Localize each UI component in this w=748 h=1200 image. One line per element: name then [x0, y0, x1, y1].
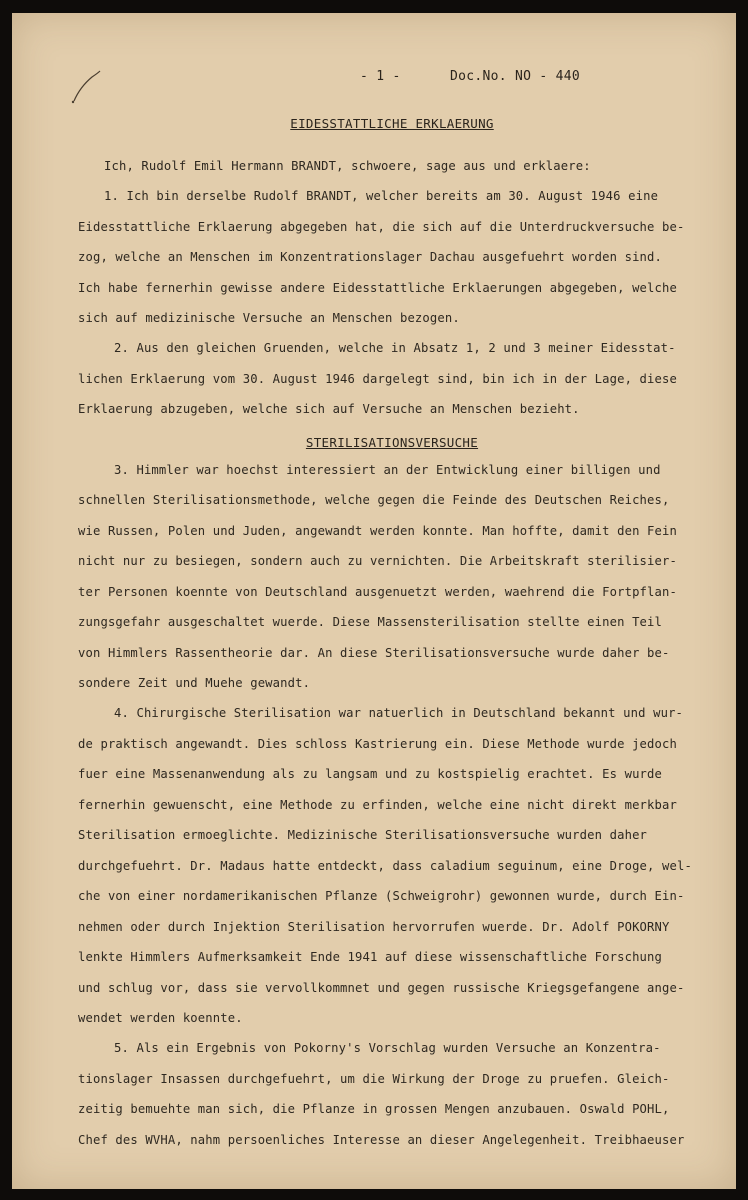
document-page	[12, 13, 736, 1189]
text-line: nicht nur zu besiegen, sondern auch zu vernichten. Die Arbeitskraft sterilisier-	[78, 554, 677, 568]
text-line: zog, welche an Menschen im Konzentrationslager Dachau ausgefuehrt worden sind.	[78, 250, 663, 264]
text-line: 1. Ich bin derselbe Rudolf BRANDT, welcher bereits am 30. August 1946 eine	[104, 189, 659, 203]
text-line: Ich habe fernerhin gewisse andere Eidesstattliche Erklaerungen abgegeben, welche	[78, 281, 677, 295]
text-line: tionslager Insassen durchgefuehrt, um die Wirkung der Droge zu pruefen. Gleich-	[78, 1072, 670, 1086]
text-line: sondere Zeit und Muehe gewandt.	[78, 676, 311, 690]
text-line: zeitig bemuehte man sich, die Pflanze in grossen Mengen anzubauen. Oswald POHL,	[78, 1102, 670, 1116]
page-number: - 1 -	[360, 69, 401, 84]
document-title: EIDESSTATTLICHE ERKLAERUNG	[290, 116, 494, 131]
text-line: von Himmlers Rassentheorie dar. An diese Sterilisationsversuche wurde daher be-	[78, 646, 670, 660]
page-header	[12, 69, 736, 89]
document-number: Doc.No. NO - 440	[450, 69, 581, 84]
text-line: che von einer nordamerikanischen Pflanze (Schweigrohr) gewonnen wurde, durch Ein-	[78, 889, 685, 903]
pen-mark	[70, 65, 104, 105]
text-line: 4. Chirurgische Sterilisation war natuerlich in Deutschland bekannt und wur-	[114, 706, 684, 720]
text-line: wie Russen, Polen und Juden, angewandt werden konnte. Man hoffte, damit den Fein	[78, 524, 677, 538]
text-line: nehmen oder durch Injektion Sterilisation hervorrufen wuerde. Dr. Adolf POKORNY	[78, 920, 670, 934]
text-line: Ich, Rudolf Emil Hermann BRANDT, schwoere, sage aus und erklaere:	[104, 159, 591, 173]
text-line: 3. Himmler war hoechst interessiert an der Entwicklung einer billigen und	[114, 463, 661, 477]
text-line: 5. Als ein Ergebnis von Pokorny's Vorschlag wurden Versuche an Konzentra-	[114, 1041, 661, 1055]
text-line: fernerhin gewuenscht, eine Methode zu erfinden, welche eine nicht direkt merkbar	[78, 798, 677, 812]
text-line: lichen Erklaerung vom 30. August 1946 dargelegt sind, bin ich in der Lage, diese	[78, 372, 677, 386]
text-line: durchgefuehrt. Dr. Madaus hatte entdeckt, dass caladium seguinum, eine Droge, wel-	[78, 859, 692, 873]
text-line: de praktisch angewandt. Dies schloss Kastrierung ein. Diese Methode wurde jedoch	[78, 737, 677, 751]
text-line: lenkte Himmlers Aufmerksamkeit Ende 1941 auf diese wissenschaftliche Forschung	[78, 950, 663, 964]
text-line: zungsgefahr ausgeschaltet wuerde. Diese Massensterilisation stellte einen Teil	[78, 615, 663, 629]
text-line: fuer eine Massenanwendung als zu langsam und zu kostspielig erachtet. Es wurde	[78, 767, 663, 781]
text-line: sich auf medizinische Versuche an Menschen bezogen.	[78, 311, 460, 325]
text-line: Sterilisation ermoeglichte. Medizinische Sterilisationsversuche wurden daher	[78, 828, 648, 842]
text-line: wendet werden koennte.	[78, 1011, 243, 1025]
text-line: schnellen Sterilisationsmethode, welche gegen die Feinde des Deutschen Reiches,	[78, 493, 670, 507]
section-heading: STERILISATIONSVERSUCHE	[305, 435, 479, 450]
text-line: ter Personen koennte von Deutschland ausgenuetzt werden, waehrend die Fortpflan-	[78, 585, 677, 599]
text-line: Chef des WVHA, nahm persoenliches Interesse an dieser Angelegenheit. Treibhaeuser	[78, 1133, 685, 1147]
text-line: Erklaerung abzugeben, welche sich auf Versuche an Menschen bezieht.	[78, 402, 580, 416]
text-line: 2. Aus den gleichen Gruenden, welche in Absatz 1, 2 und 3 meiner Eidesstat-	[114, 341, 676, 355]
text-line: Eidesstattliche Erklaerung abgegeben hat, die sich auf die Unterdruckversuche be-	[78, 220, 685, 234]
text-line: und schlug vor, dass sie vervollkommnet und gegen russische Kriegsgefangene ange-	[78, 981, 685, 995]
